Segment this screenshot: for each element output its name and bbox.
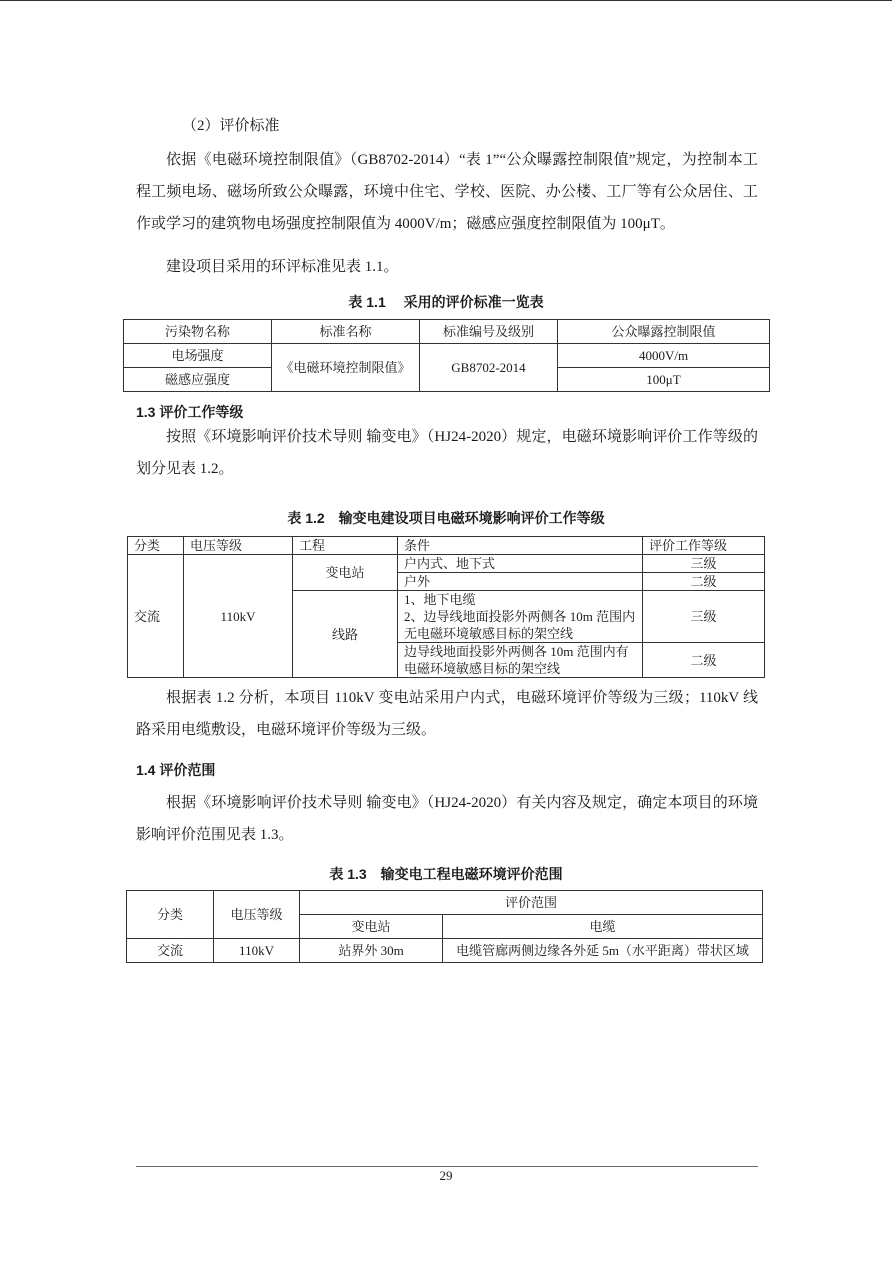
page-number: 29 — [439, 1168, 453, 1183]
table-cell: 《电磁环境控制限值》 — [272, 344, 420, 392]
paragraph-grade-basis: 按照《环境影响评价技术导则 输变电》（HJ24-2020）规定，电磁环境影响评价工作等级的划分见表 1.2。 — [136, 429, 758, 477]
table-cell: GB8702-2014 — [420, 344, 558, 392]
table-work-grade — [127, 536, 765, 678]
condition-line-2: 2、边导线地面投影外两侧各 10m 范围内无电磁环境敏感目标的架空线 — [404, 609, 636, 641]
footer-divider — [136, 1166, 758, 1167]
table-cell: 站界外 30m — [300, 939, 443, 963]
table-cell: 4000V/m — [558, 344, 770, 368]
table-header-cell: 工程 — [293, 537, 398, 555]
table-evaluation-scope — [126, 890, 763, 963]
page-top-border — [0, 0, 892, 1]
table-cell: 110kV — [184, 555, 293, 678]
table-cell: 线路 — [293, 591, 398, 678]
table-cell: 100μT — [558, 368, 770, 392]
table-2-caption: 表 1.2 输变电建设项目电磁环境影响评价工作等级 — [287, 510, 605, 526]
table-3-caption: 表 1.3 输变电工程电磁环境评价范围 — [329, 866, 563, 882]
table-header-cell: 评价工作等级 — [643, 537, 765, 555]
table-cell: 边导线地面投影外两侧各 10m 范围内有电磁环境敏感目标的架空线 — [398, 643, 643, 678]
table-cell: 110kV — [214, 939, 300, 963]
table-header-cell: 分类 — [127, 891, 214, 939]
table-cell: 户内式、地下式 — [398, 555, 643, 573]
table-header-cell: 变电站 — [300, 915, 443, 939]
table-cell-multiline — [398, 591, 643, 643]
table-cell: 户外 — [398, 573, 643, 591]
table-header-cell: 条件 — [398, 537, 643, 555]
heading-1-3: 1.3 评价工作等级 — [136, 404, 244, 420]
table-cell: 二级 — [643, 573, 765, 591]
paragraph-standard-basis: 依据《电磁环境控制限值》（GB8702-2014）“表 1”“公众曝露控制限值”规定，为控制本工程工频电场、磁场所致公众曝露，环境中住宅、学校、医院、办公楼、工厂等有公众居住、工作或学习的建筑物电场强度控制限值为 4000V/m；磁感应强度控制限值为 100μT。 — [136, 152, 758, 232]
paragraph-grade-analysis: 根据表 1.2 分析，本项目 110kV 变电站采用户内式，电磁环境评价等级为三级；110kV 线路采用电缆敷设，电磁环境评价等级为三级。 — [136, 690, 758, 738]
table-header-cell: 分类 — [128, 537, 184, 555]
table-header-cell: 电压等级 — [214, 891, 300, 939]
paragraph-standard-ref: 建设项目采用的环评标准见表 1.1。 — [166, 259, 399, 275]
table-1-caption: 表 1.1 采用的评价标准一览表 — [348, 294, 544, 310]
table-cell: 二级 — [643, 643, 765, 678]
section-subtitle: （2）评价标准 — [182, 118, 280, 134]
table-header-cell: 标准名称 — [272, 320, 420, 344]
heading-1-4: 1.4 评价范围 — [136, 762, 216, 778]
table-cell: 交流 — [128, 555, 184, 678]
table-header-cell: 公众曝露控制限值 — [558, 320, 770, 344]
table-header-cell: 电压等级 — [184, 537, 293, 555]
table-cell: 交流 — [127, 939, 214, 963]
table-header-cell: 污染物名称 — [124, 320, 272, 344]
table-evaluation-standards — [123, 319, 770, 392]
table-cell: 电场强度 — [124, 344, 272, 368]
table-cell: 磁感应强度 — [124, 368, 272, 392]
table-header-cell: 标准编号及级别 — [420, 320, 558, 344]
paragraph-scope: 根据《环境影响评价技术导则 输变电》（HJ24-2020）有关内容及规定，确定本项目的环境影响评价范围见表 1.3。 — [136, 795, 758, 843]
table-cell: 三级 — [643, 591, 765, 643]
condition-line-1: 1、地下电缆 — [404, 592, 476, 607]
table-cell: 三级 — [643, 555, 765, 573]
table-header-cell: 评价范围 — [300, 891, 763, 915]
table-cell: 变电站 — [293, 555, 398, 591]
table-header-cell: 电缆 — [443, 915, 763, 939]
table-cell: 电缆管廊两侧边缘各外延 5m（水平距离）带状区域 — [443, 939, 763, 963]
